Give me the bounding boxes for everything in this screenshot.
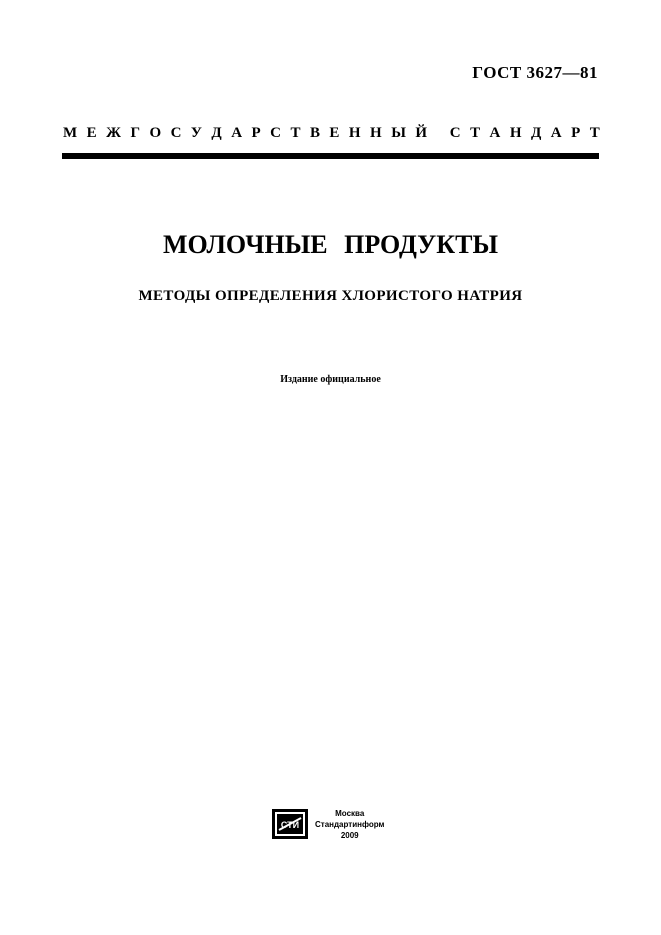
heading-letter: Й [415, 125, 428, 141]
heading-letter: С [270, 125, 281, 141]
publisher-text [315, 808, 384, 841]
document-number: ГОСТ 3627—81 [472, 63, 598, 82]
heading-gap [437, 125, 441, 142]
heading-letter: С [449, 125, 461, 141]
heading-letter: Г [130, 125, 140, 141]
publisher-name: Стандартинформ [315, 819, 385, 829]
heading-letter: Т [290, 125, 301, 141]
heading-letter: Д [211, 125, 222, 141]
heading-letter: М [63, 125, 78, 141]
heading-letter: А [489, 125, 501, 141]
heading-letter: О [149, 125, 162, 141]
heading-letter: Ы [391, 125, 406, 141]
standartinform-logo-icon [271, 808, 309, 840]
publication-year: 2009 [340, 830, 359, 840]
heading-letter: Ж [106, 125, 121, 141]
document-title: МОЛОЧНЫЕ ПРОДУКТЫ [163, 230, 498, 259]
edition-note: Издание официальное [280, 374, 381, 385]
heading-letter: Н [370, 125, 382, 141]
heading-letter: Н [348, 125, 361, 141]
heading-letter: А [231, 125, 243, 141]
heading-letter: Д [531, 125, 542, 141]
heading-letter: Е [86, 125, 97, 141]
heading-letter: С [170, 125, 182, 141]
logo-text: СТИ [280, 820, 300, 830]
header-rule [62, 153, 599, 159]
heading-letter: Н [509, 125, 522, 141]
heading-letter: А [550, 125, 562, 141]
interstate-standard-heading [63, 125, 600, 142]
publisher-block [271, 806, 384, 842]
heading-letter: В [309, 125, 320, 141]
document-subtitle: МЕТОДЫ ОПРЕДЕЛЕНИЯ ХЛОРИСТОГО НАТРИЯ [138, 288, 523, 304]
heading-letter: У [190, 125, 202, 141]
heading-letter: Т [470, 125, 481, 141]
heading-letter: Е [329, 125, 340, 141]
heading-letter: Р [571, 125, 581, 141]
heading-letter: Р [251, 125, 261, 141]
publisher-city: Москва [335, 808, 365, 818]
heading-letter: Т [589, 125, 600, 141]
